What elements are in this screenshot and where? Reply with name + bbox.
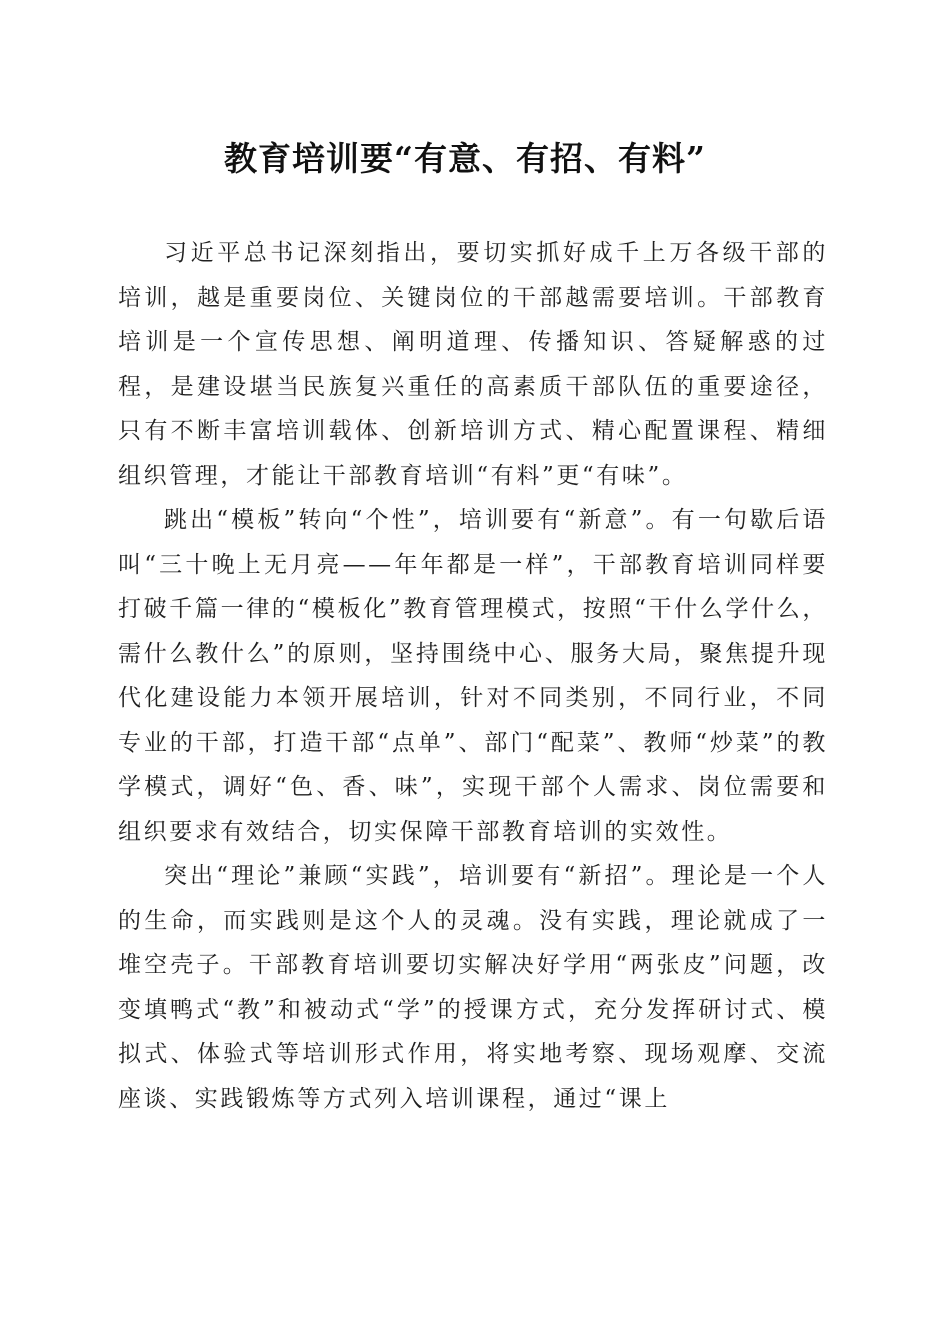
paragraph-new-idea: 跳出“模板”转向“个性”，培训要有“新意”。有一句歇后语叫“三十晚上无月亮——年年都是一样”，干部教育培训同样要打破千篇一律的“模板化”教育管理模式，按照“干什么学什么，需什么教什么”的原则，坚持围绕中心、服务大局，聚焦提升现代化建设能力本领开展培训，针对不同类别，不同行业，不同专业的干部，打造干部“点单”、部门“配菜”、教师“炒菜”的教学模式，调好“色、香、味”，实现干部个人需求、岗位需要和组织要求有效结合，切实保障干部教育培训的实效性。 <box>118 507 828 845</box>
document-title: 教育培训要“有意、有招、有料” <box>224 139 706 178</box>
document-body <box>118 231 828 1121</box>
paragraph-new-method: 突出“理论”兼顾“实践”，培训要有“新招”。理论是一个人的生命，而实践则是这个人的灵魂。没有实践，理论就成了一堆空壳子。干部教育培训要切实解决好学用“两张皮”问题，改变填鸭式“教”和被动式“学”的授课方式，充分发挥研讨式、模拟式、体验式等培训形式作用，将实地考察、现场观摩、交流座谈、实践锻炼等方式列入培训课程，通过“课上 <box>118 863 828 1112</box>
paragraph-intro: 习近平总书记深刻指出，要切实抓好成千上万各级干部的培训，越是重要岗位、关键岗位的干部越需要培训。干部教育培训是一个宣传思想、阐明道理、传播知识、答疑解惑的过程，是建设堪当民族复兴重任的高素质干部队伍的重要途径，只有不断丰富培训载体、创新培训方式、精心配置课程、精细组织管理，才能让干部教育培训“有料”更“有味”。 <box>118 240 828 489</box>
